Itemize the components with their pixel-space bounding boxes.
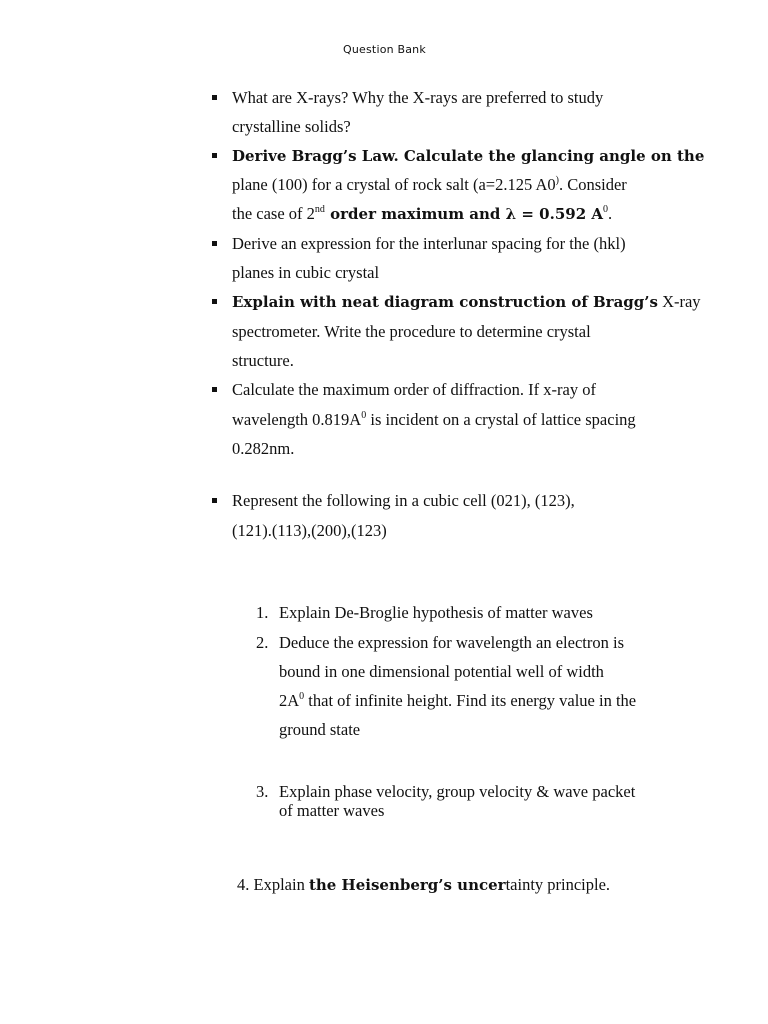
question-2-line-2-tail: . Consider: [558, 175, 627, 194]
item-4-text: 4. Explain: [237, 875, 309, 894]
bullet-marker: [212, 498, 217, 503]
question-2-line-3-tail: .: [608, 204, 613, 223]
bullet-marker: [212, 299, 217, 304]
question-6-line-2: (121).(113),(200),(123): [232, 521, 387, 540]
question-3-line-1: Derive an expression for the interlunar spacing for the (hkl): [232, 234, 626, 253]
superscript: 0: [603, 203, 609, 215]
item-3-line-2: of matter waves: [279, 801, 385, 820]
question-5-line-2-text: wavelength 0.819A: [232, 410, 362, 429]
question-5-line-2: [232, 410, 636, 430]
question-5-line-1: Calculate the maximum order of diffraction. If x-ray of: [232, 380, 596, 399]
item-3-line-1: Explain phase velocity, group velocity & wave packet: [279, 782, 636, 801]
question-1-line-1: What are X-rays? Why the X-rays are preferred to study: [232, 88, 604, 107]
item-2-line-3: [279, 691, 636, 711]
superscript: nd: [314, 203, 325, 215]
question-4-line-1: [232, 292, 701, 312]
item-4-line: [237, 875, 610, 895]
superscript: 0: [299, 690, 305, 702]
bullet-marker: [212, 241, 217, 246]
question-4-line-2: spectrometer. Write the procedure to determine crystal: [232, 322, 591, 341]
bullet-marker: [212, 387, 217, 392]
question-2-line-1: Derive Bragg’s Law. Calculate the glancing angle on the: [232, 147, 705, 165]
question-5-line-3: 0.282nm.: [232, 439, 295, 458]
item-2-line-3-tail: that of infinite height. Find its energy value in the: [304, 691, 637, 710]
question-2-line-3-text: the case of 2: [232, 204, 315, 223]
page-header: Question Bank: [343, 43, 426, 56]
question-2-line-2-text: plane (100) for a crystal of rock salt (a=2.125 A0: [232, 175, 556, 194]
bullet-marker: [212, 95, 217, 100]
question-4-line-3: structure.: [232, 351, 294, 370]
item-2-line-2: bound in one dimensional potential well of width: [279, 662, 604, 681]
question-2-line-3-bold: order maximum and λ = 0.592 A: [324, 205, 604, 223]
item-1-number: 1.: [256, 603, 269, 622]
item-2-number: 2.: [256, 633, 269, 652]
item-2-line-1: Deduce the expression for wavelength an electron is: [279, 633, 624, 652]
superscript: 0: [361, 409, 367, 421]
item-4-tail: tainty principle.: [505, 875, 611, 894]
superscript: ): [555, 174, 559, 186]
bullet-marker: [212, 153, 217, 158]
question-6-line-1: Represent the following in a cubic cell (021), (123),: [232, 491, 575, 510]
item-2-line-4: ground state: [279, 720, 361, 739]
question-4-line-1-tail: X-ray: [657, 292, 701, 311]
item-3-number: 3.: [256, 782, 269, 801]
item-4-bold: the Heisenberg’s uncer: [308, 876, 506, 894]
question-2-line-3: [232, 204, 612, 224]
question-2-line-2: [232, 175, 627, 195]
item-2-line-3-text: 2A: [279, 691, 300, 710]
question-1-line-2: crystalline solids?: [232, 117, 351, 136]
question-4-line-1-bold: Explain with neat diagram construction of Bragg’s: [232, 293, 658, 311]
question-3-line-2: planes in cubic crystal: [232, 263, 380, 282]
item-1-line-1: Explain De-Broglie hypothesis of matter waves: [279, 603, 593, 622]
question-5-line-2-tail: is incident on a crystal of lattice spacing: [366, 410, 636, 429]
